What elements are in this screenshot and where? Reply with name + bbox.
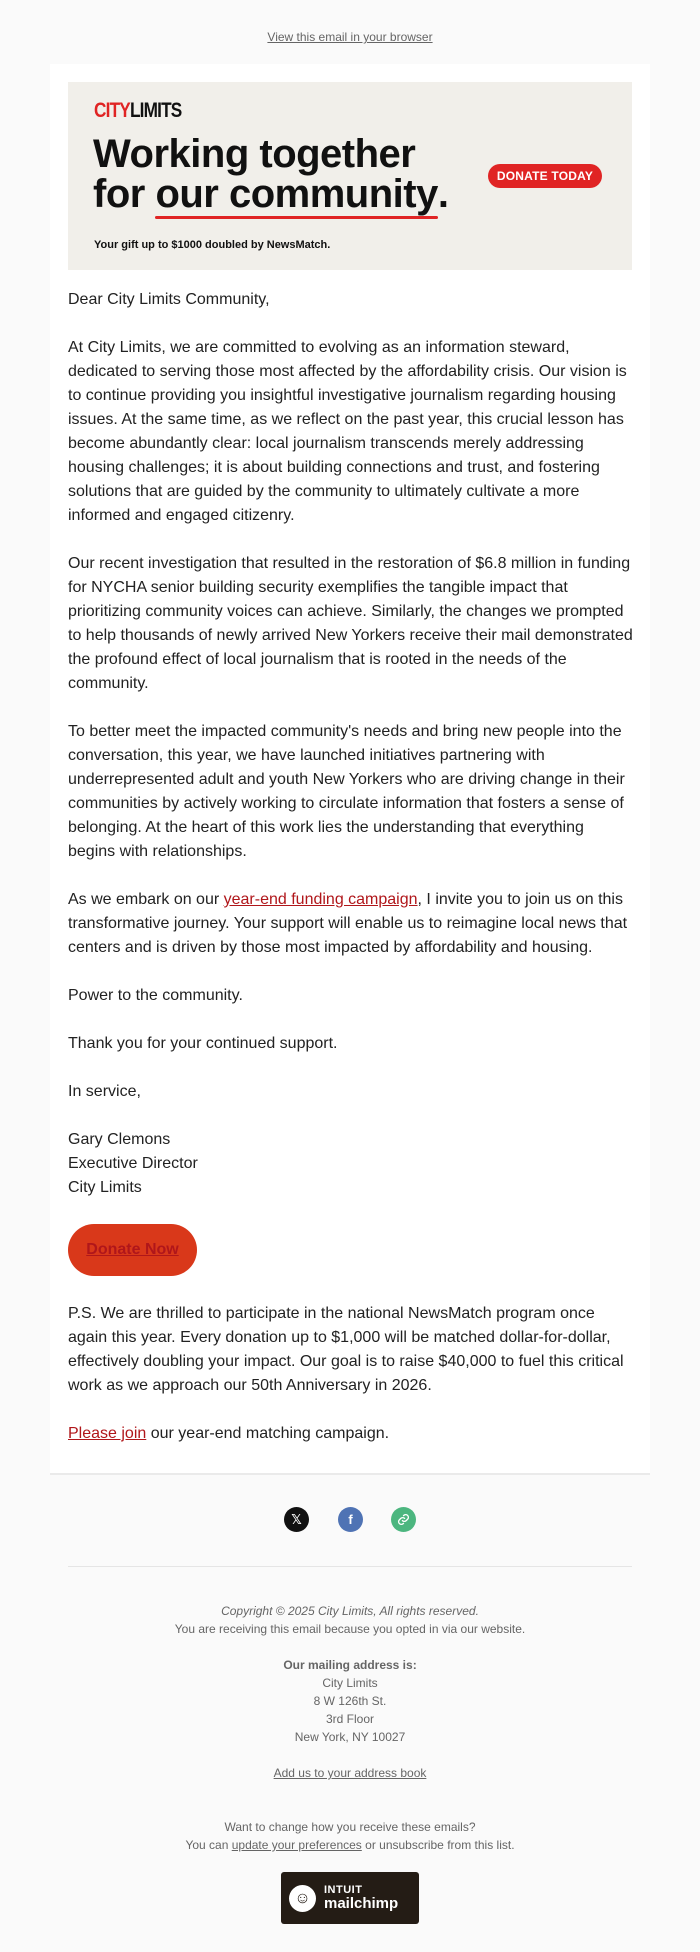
copyright: Copyright © 2025 City Limits, All rights reserved. [221,1604,479,1618]
paragraph-5: Power to the community. [68,987,243,1004]
paragraph-3: To better meet the impacted community's needs and bring new people into the conversation, this year, we have launched initiatives partnering with underrepresented adult and youth New Yorkers who are driving change in their communities by actively working to circulate information that fosters a sense of belonging. At the heart of this work lies the understanding that everything begins with relationships. [68,723,625,860]
signature-name: Gary Clemons [68,1131,171,1148]
paragraph-2: Our recent investigation that resulted in the restoration of $6.8 million in funding for NYCHA senior building security exemplifies the tangible impact that prioritizing community voices can achieve. Similarly, the changes we prompted to help thousands of newly arrived New Yorkers receive their mail demonstrated the profound effect of local journalism that is rooted in the needs of the community. [68,555,633,692]
chain-link-icon [397,1513,410,1526]
city-limits-logo[interactable]: CITYLIMITS [94,99,182,122]
email-card [50,64,650,1475]
address-line-3: 3rd Floor [325,1712,375,1726]
hero-banner [68,82,632,270]
signature-org: City Limits [68,1179,142,1196]
year-end-campaign-link[interactable]: year-end funding campaign [223,891,418,908]
paragraph-6: Thank you for your continued support. [68,1035,338,1052]
final-line: Please join our year-end matching campaign. [68,1425,390,1442]
social-links [0,1507,700,1533]
hero-headline: Working together for our community. [93,132,449,216]
donate-today-button[interactable]: DONATE TODAY [488,164,602,188]
address-line-1: City Limits [322,1676,378,1690]
view-in-browser-link[interactable]: View this email in your browser [267,30,433,44]
mailchimp-badge[interactable]: ☺ INTUIT mailchimp [281,1872,419,1924]
facebook-icon[interactable]: f [338,1507,363,1532]
signature [68,1128,634,1200]
address-line-2: 8 W 126th St. [313,1694,387,1708]
hero-subline: Your gift up to $1000 doubled by NewsMatch. [94,239,331,251]
greeting: Dear City Limits Community, [68,291,270,308]
update-preferences-link[interactable]: update your preferences [231,1838,362,1852]
paragraph-4: As we embark on our year-end funding campaign, I invite you to join us on this transformative journey. Your support will enable us to reimagine local news that centers and is driven by those most impacted by affordability and housing. [68,891,628,956]
website-link-icon[interactable] [391,1507,416,1532]
opt-in-reason: You are receiving this email because you opted in via our website. [174,1622,526,1636]
address-line-4: New York, NY 10027 [294,1730,406,1744]
donate-now-button[interactable]: Donate Now [68,1224,197,1276]
signature-title: Executive Director [68,1155,198,1172]
letter-body [68,288,634,1470]
x-twitter-icon[interactable]: 𝕏 [284,1507,309,1532]
paragraph-1: At City Limits, we are committed to evolving as an information steward, dedicated to serving those most affected by the affordability crisis. Our vision is to continue providing you insightful investigative journalism regarding housing issues. At the same time, as we reflect on the past year, this crucial lesson has become abundantly clear: local journalism transcends merely addressing housing challenges; it is about building connections and trust, and fostering solutions that are guided by the community to ultimately cultivate a more informed and engaged citizenry. [68,339,627,524]
mailchimp-freddie-icon: ☺ [289,1885,316,1912]
footer [0,1602,700,1924]
change-prompt: Want to change how you receive these emails? [224,1820,476,1834]
preferences-line: You can update your preferences or unsubscribe from this list. [185,1838,515,1852]
footer-divider [68,1566,632,1567]
postscript: P.S. We are thrilled to participate in the national NewsMatch program once again this year. Every donation up to $1,000 will be matched dollar-for-dollar, effectively doubling your impact. Our goal is to raise $40,000 to fuel this critical work as we approach our 50th Anniversary in 2026. [68,1305,624,1394]
please-join-link[interactable]: Please join [68,1425,147,1442]
address-label: Our mailing address is: [283,1658,417,1672]
closing: In service, [68,1083,141,1100]
add-address-book-link[interactable]: Add us to your address book [273,1766,427,1780]
